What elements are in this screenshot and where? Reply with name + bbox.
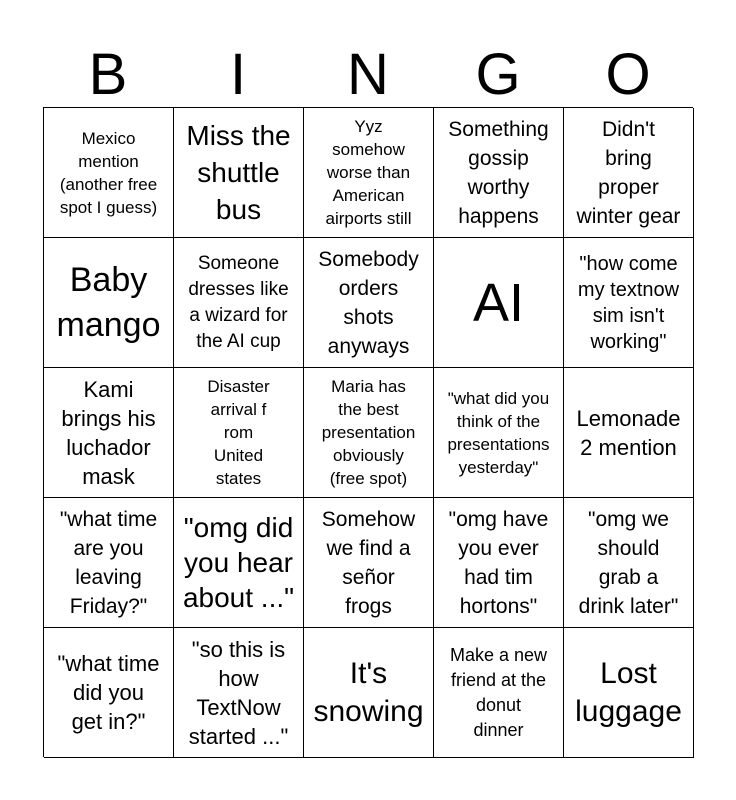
bingo-cell-text: "omg have you ever had tim hortons" bbox=[448, 507, 549, 618]
bingo-cell[interactable] bbox=[434, 498, 564, 628]
bingo-cell[interactable] bbox=[564, 108, 694, 238]
bingo-cell[interactable] bbox=[564, 368, 694, 498]
bingo-cell[interactable] bbox=[44, 368, 174, 498]
bingo-cell-text: Something gossip worthy happens bbox=[448, 117, 549, 228]
header-letter-o: O bbox=[605, 42, 651, 107]
bingo-cell-text: Somehow we find a señor frogs bbox=[321, 507, 416, 618]
bingo-cell[interactable] bbox=[434, 628, 564, 758]
bingo-cell[interactable] bbox=[434, 108, 564, 238]
bingo-cell-text: "how come my textnow sim isn't working" bbox=[577, 252, 680, 353]
header-letter-i: I bbox=[229, 42, 247, 107]
bingo-cell-text: Baby mango bbox=[56, 260, 161, 344]
bingo-cell-text: "omg we should grab a drink later" bbox=[578, 507, 679, 618]
bingo-cell-text: AI bbox=[472, 272, 525, 333]
bingo-cell-text: Lemonade 2 mention bbox=[576, 405, 681, 460]
bingo-cell[interactable] bbox=[304, 108, 434, 238]
bingo-cell[interactable] bbox=[434, 368, 564, 498]
bingo-cell-text: Didn't bring proper winter gear bbox=[576, 117, 681, 228]
bingo-board bbox=[43, 107, 693, 757]
bingo-cell[interactable] bbox=[44, 238, 174, 368]
bingo-cell-text: "what did you think of the presentations yesterday" bbox=[447, 388, 550, 477]
bingo-cell[interactable] bbox=[174, 628, 304, 758]
bingo-cell[interactable] bbox=[44, 108, 174, 238]
bingo-cell-text: It's snowing bbox=[313, 656, 424, 728]
bingo-cell[interactable] bbox=[174, 108, 304, 238]
bingo-cell[interactable] bbox=[564, 498, 694, 628]
bingo-cell[interactable] bbox=[304, 628, 434, 758]
bingo-cell[interactable] bbox=[434, 238, 564, 368]
header-letter-b: B bbox=[88, 42, 128, 107]
header-letter-g: G bbox=[475, 42, 521, 107]
bingo-cell[interactable] bbox=[564, 238, 694, 368]
bingo-cell[interactable] bbox=[304, 498, 434, 628]
bingo-cell-text: Maria has the best presentation obviously (free spot) bbox=[321, 377, 416, 488]
bingo-cell-text: "omg did you hear about ..." bbox=[182, 512, 295, 613]
bingo-cell-text: "what time are you leaving Friday?" bbox=[59, 507, 158, 618]
bingo-cell-text: "so this is how TextNow started ..." bbox=[188, 636, 289, 749]
header-letter-n: N bbox=[347, 42, 389, 107]
bingo-cell[interactable] bbox=[304, 238, 434, 368]
bingo-cell-text: Somebody orders shots anyways bbox=[318, 247, 419, 358]
bingo-cell[interactable] bbox=[44, 628, 174, 758]
bingo-cell[interactable] bbox=[174, 498, 304, 628]
bingo-cell-text: Miss the shuttle bus bbox=[186, 120, 291, 225]
bingo-cell-text: Someone dresses like a wizard for the AI cup bbox=[188, 252, 289, 352]
bingo-cell[interactable] bbox=[44, 498, 174, 628]
bingo-cell[interactable] bbox=[564, 628, 694, 758]
bingo-cell-text: Lost luggage bbox=[575, 656, 682, 728]
bingo-cell-text: Make a new friend at the donut dinner bbox=[449, 644, 548, 740]
bingo-cell-text: Mexico mention (another free spot I guess) bbox=[59, 128, 158, 217]
bingo-cell[interactable] bbox=[174, 238, 304, 368]
bingo-cell-text: Yyz somehow worse than American airports still bbox=[325, 117, 412, 228]
bingo-cell[interactable] bbox=[174, 368, 304, 498]
bingo-cell-text: "what time did you get in?" bbox=[57, 651, 160, 734]
bingo-cell-text: Disaster arrival f rom United states bbox=[207, 377, 270, 488]
bingo-cell[interactable] bbox=[304, 368, 434, 498]
bingo-cell-text: Kami brings his luchador mask bbox=[61, 376, 156, 489]
bingo-header bbox=[43, 44, 693, 106]
